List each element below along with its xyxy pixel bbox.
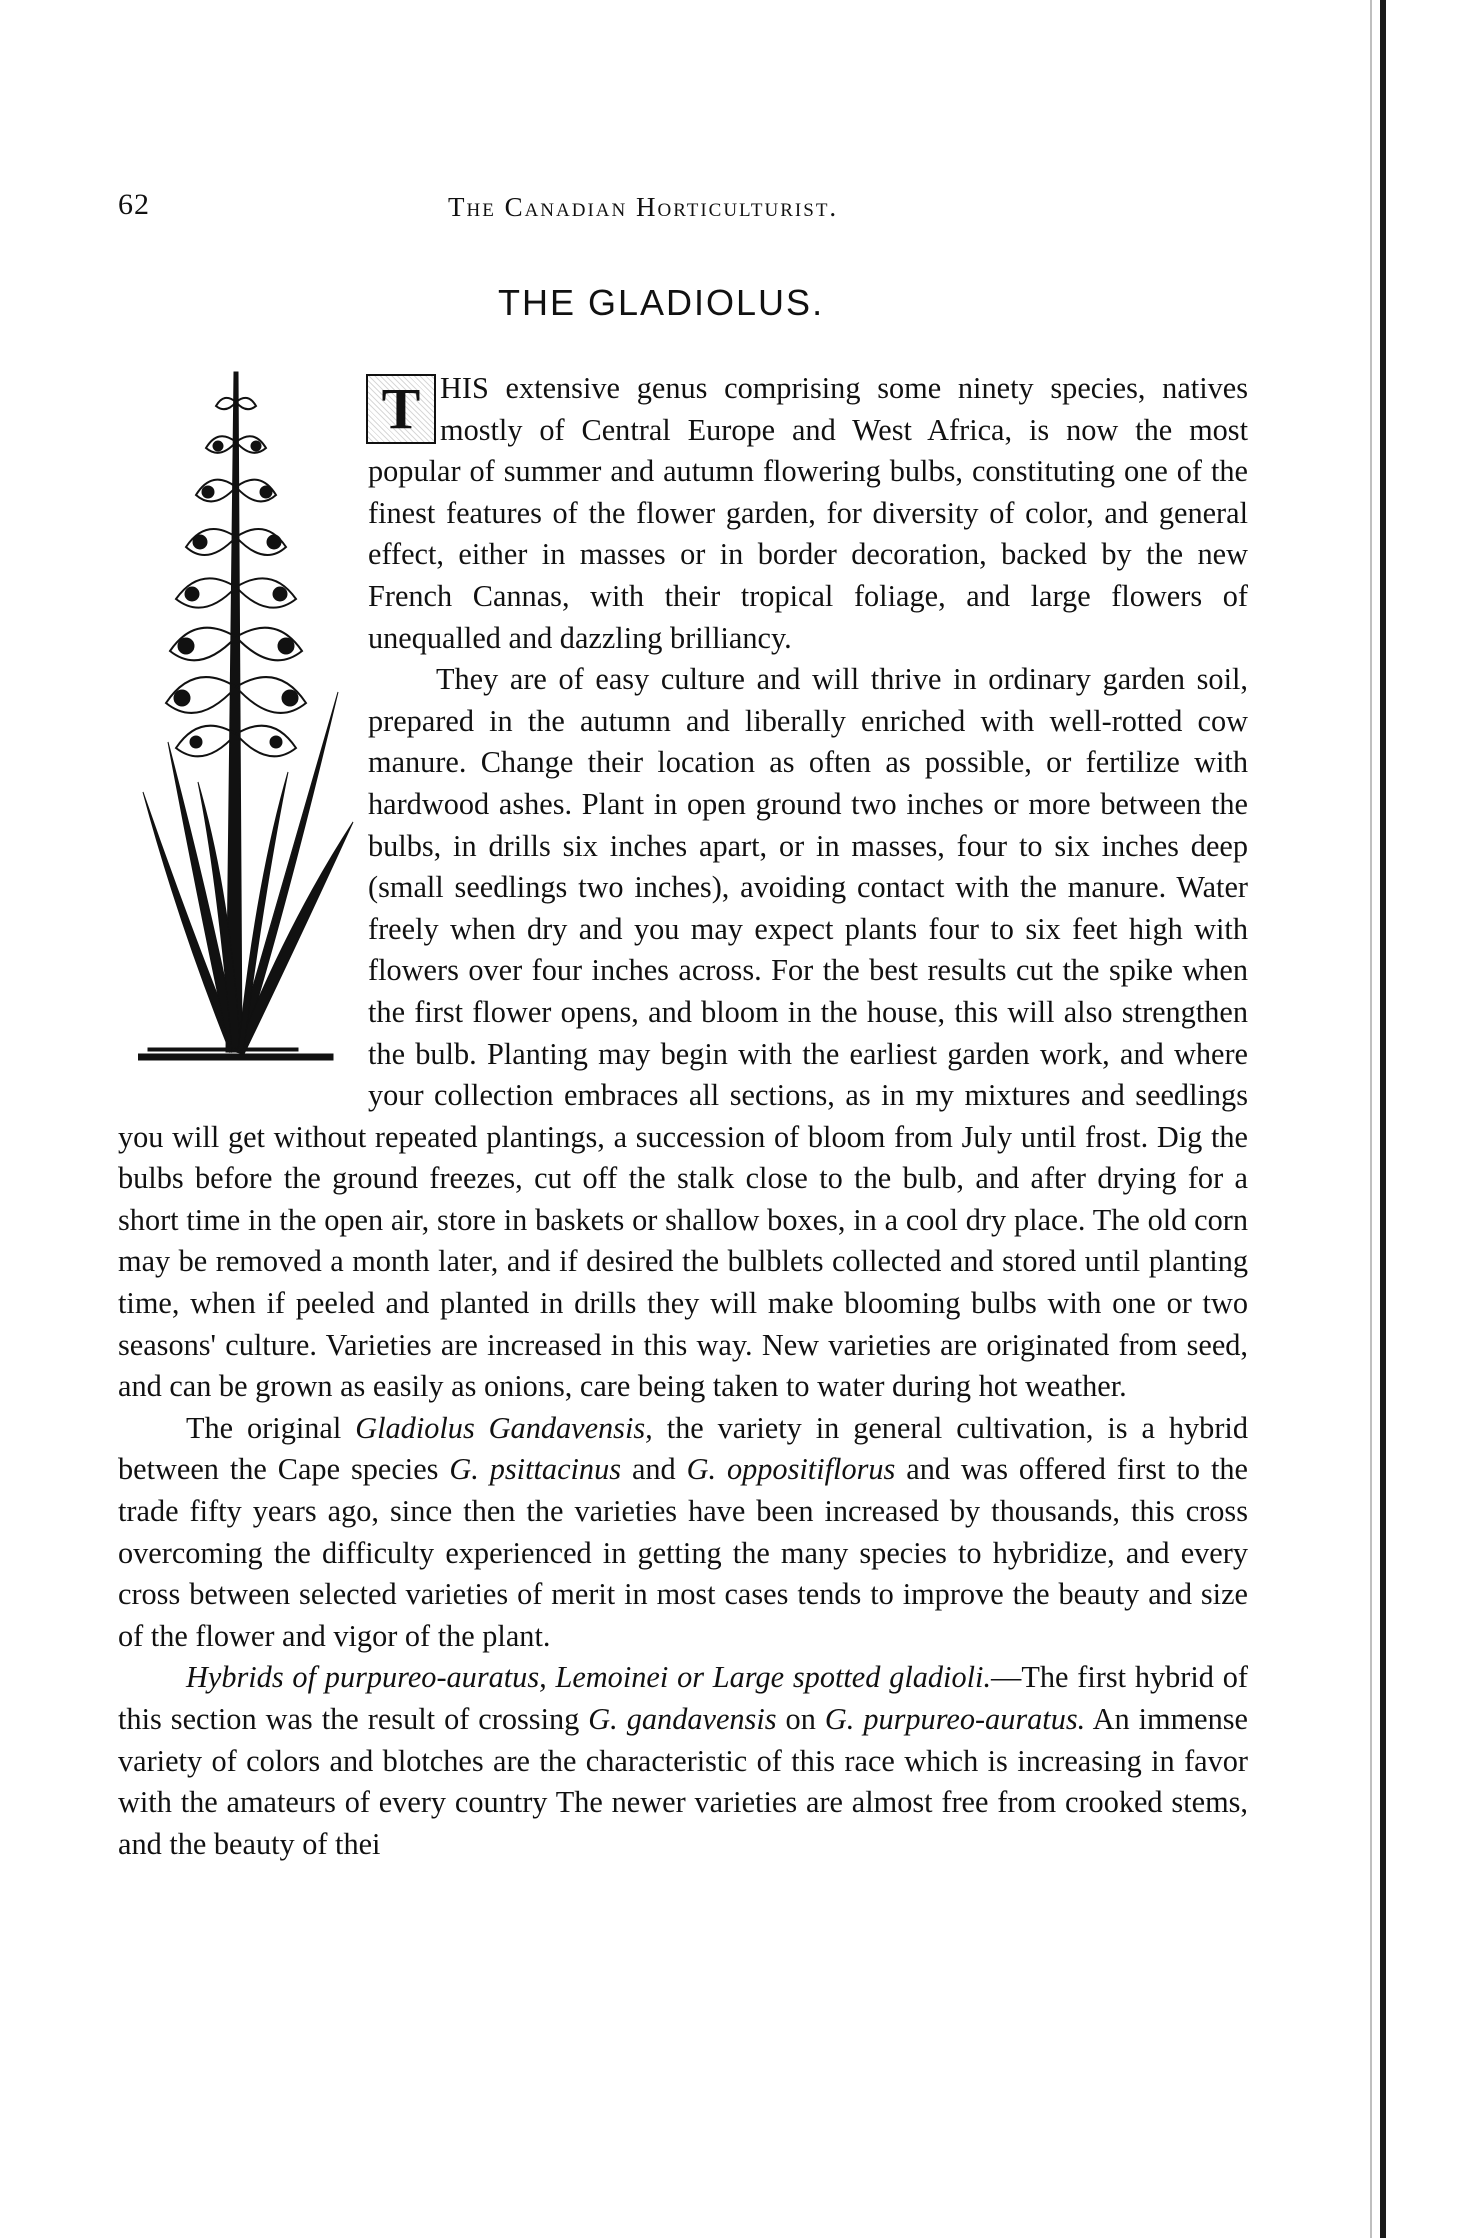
article-title: THE GLADIOLUS.: [498, 282, 825, 323]
paragraph-3-text-a: The original: [186, 1410, 356, 1445]
page-edge-shadow: [1370, 0, 1372, 2238]
paragraph-4-text-a: —The first hybrid of this section was the result of crossing: [118, 1660, 1249, 1736]
page-edge-rule: [1380, 0, 1386, 2238]
paragraph-3-text-d: and was offered first to the trade fifty years ago, since then the varieties have been increased by thousands, this cross overcoming the difficulty experienced in getting the many species to hybridize, and every cross between selected varieties of merit in most cases tends to improve the beauty and size of the flower and vigor of the plant.: [118, 1452, 1248, 1653]
species-name: G. oppositiflorus: [686, 1452, 896, 1487]
species-name: G. gandavensis: [588, 1702, 777, 1736]
species-name: G. purpureo-auratus.: [824, 1702, 1086, 1736]
paragraph-4-text-b: on: [776, 1702, 825, 1736]
paragraph-3: [118, 1408, 1248, 1658]
drop-cap: T: [366, 374, 436, 444]
paragraph-3-text-c: and: [621, 1452, 687, 1487]
article-body: [118, 368, 1248, 1865]
paragraph-3-text-b: the variety in general cultivation, is a hybrid between the Cape species: [118, 1410, 1248, 1487]
paragraph-4-text-c: An immense variety of colors and blotches are the characteristic of this race which is increasing in favor with the amateurs of every country The newer varieties are almost free from crooked stems, and the beauty of thei: [118, 1702, 1248, 1861]
paragraph-4: [118, 1657, 1248, 1865]
paragraph-1-text: HIS extensive genus comprising some ninety species, natives mostly of Central Europe and West Africa, is now the most popular of summer and autumn flowering bulbs, constituting one of the finest features of the flower garden, for diversity of color, and general effect, either in masses or in border decoration, backed by the new French Cannas, with their tropical foliage, and large flowers of unequalled and dazzling brilliancy.: [368, 371, 1248, 655]
paragraph-2: They are of easy culture and will thrive in ordinary garden soil, prepared in the autumn and liberally enriched with well-rotted cow manure. Change their location as often as possible, or fertilize with hardwood ashes. Plant in open ground two inches or more between the bulbs, in drills six inches apart, or in masses, four to six inches deep (small seedlings two inches), avoiding contact with the manure. Water freely when dry and you may expect plants four to six feet high with flowers over four inches across. For the best results cut the spike when the first flower opens, and bloom in the house, this will also strengthen the bulb. Planting may begin with the earliest garden work, and where your collection embraces all sections, as in my mixtures and seedlings you will get without repeated plantings, a succession of bloom from July until frost. Dig the bulbs before the ground freezes, cut off the stalk close to the bulb, and after drying for a short time in the open air, store in baskets or shallow boxes, in a cool dry place. The old corn may be removed a month later, and if desired the bulblets collected and stored until planting time, when if peeled and planted in drills they will make blooming bulbs with one or two seasons' culture. Varieties are increased in this way. New varieties are originated from seed, and can be grown as easily as onions, care being taken to water during hot weather.: [118, 662, 1248, 1404]
section-heading: Hybrids of purpureo-auratus, Lemoinei or Large spotted gladioli.: [186, 1660, 992, 1695]
page-number: 62: [118, 188, 150, 221]
running-head: The Canadian Horticulturist.: [448, 192, 839, 222]
species-name: G. psittacinus: [449, 1452, 622, 1487]
species-name: Gladiolus Gandavensis,: [355, 1410, 653, 1445]
illustration-space: [118, 368, 368, 1103]
